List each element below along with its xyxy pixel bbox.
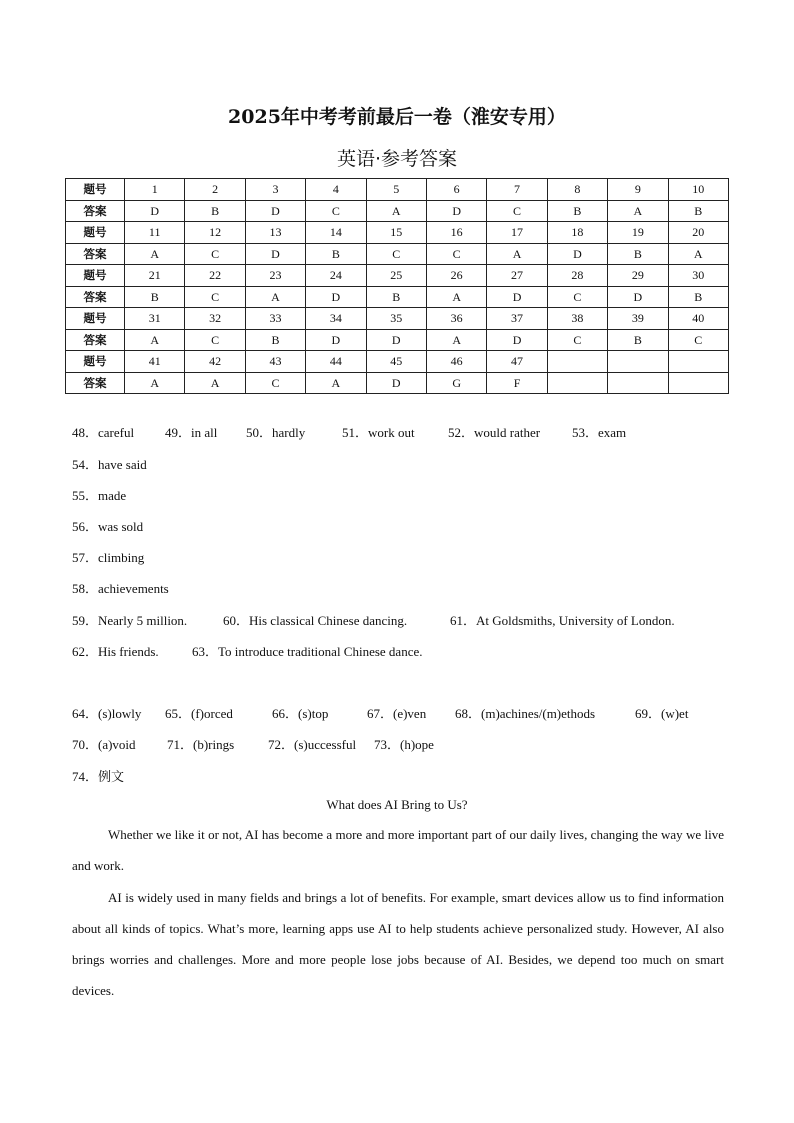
answer-cell: C	[306, 200, 366, 222]
answer-row-label: 答案	[66, 286, 125, 308]
answer-row-label: 答案	[66, 372, 125, 394]
answer-cell	[668, 372, 728, 394]
answer-cell: B	[366, 286, 426, 308]
answer-item: 48．careful	[72, 425, 135, 440]
answer-cell: D	[366, 329, 426, 351]
answer-cell: B	[245, 329, 305, 351]
question-number-cell: 43	[245, 351, 305, 373]
question-row	[66, 351, 729, 373]
question-number-cell: 2	[185, 179, 245, 201]
question-number-cell: 12	[185, 222, 245, 244]
question-row-label: 题号	[66, 222, 125, 244]
answer-cell: A	[125, 329, 185, 351]
question-number-cell: 37	[487, 308, 547, 330]
question-number-cell: 1	[125, 179, 185, 201]
answer-cell: B	[125, 286, 185, 308]
answer-item: 73．(h)ope	[374, 737, 434, 752]
answer-cell: C	[487, 200, 547, 222]
essay-title: What does AI Bring to Us?	[326, 797, 468, 812]
answer-item: 70．(a)void	[72, 737, 136, 752]
question-row	[66, 265, 729, 287]
answer-cell: C	[185, 329, 245, 351]
question-number-cell: 15	[366, 222, 426, 244]
answer-row	[66, 286, 729, 308]
answer-item: 51．work out	[342, 425, 415, 440]
answer-cell: B	[185, 200, 245, 222]
answer-item: 61．At Goldsmiths, University of London.	[450, 613, 675, 628]
answer-row-label: 答案	[66, 243, 125, 265]
answer-cell: C	[185, 243, 245, 265]
answer-row	[66, 200, 729, 222]
answer-cell: D	[487, 329, 547, 351]
answer-cell: C	[366, 243, 426, 265]
question-number-cell: 41	[125, 351, 185, 373]
question-number-cell: 22	[185, 265, 245, 287]
answer-cell: B	[306, 243, 366, 265]
answer-item: 60．His classical Chinese dancing.	[223, 613, 408, 628]
page-subtitle: 英语·参考答案	[336, 148, 458, 170]
answer-item: 62．His friends.	[72, 644, 159, 659]
essay-paragraph: Whether we like it or not, AI has become a more and more important part of our daily lives, changing the way we live and work.	[72, 827, 724, 873]
answer-item: 64．(s)lowly	[72, 706, 142, 721]
answer-item: 58．achievements	[72, 581, 169, 596]
question-number-cell: 3	[245, 179, 305, 201]
answer-cell: C	[668, 329, 728, 351]
question-number-cell: 36	[426, 308, 486, 330]
answer-cell: C	[547, 286, 607, 308]
question-number-cell: 38	[547, 308, 607, 330]
answer-cell: B	[668, 200, 728, 222]
question-number-cell: 26	[426, 265, 486, 287]
answer-cell: A	[608, 200, 668, 222]
answer-cell: D	[608, 286, 668, 308]
question-number-cell: 44	[306, 351, 366, 373]
question-number-cell: 23	[245, 265, 305, 287]
question-number-cell: 24	[306, 265, 366, 287]
answer-cell: D	[306, 329, 366, 351]
question-number-cell	[608, 351, 668, 373]
answer-item: 59．Nearly 5 million.	[72, 613, 188, 628]
question-number-cell: 19	[608, 222, 668, 244]
question-row	[66, 308, 729, 330]
answer-cell: D	[426, 200, 486, 222]
answer-cell: D	[125, 200, 185, 222]
question-number-cell: 25	[366, 265, 426, 287]
answer-cell: D	[245, 243, 305, 265]
answer-cell: A	[185, 372, 245, 394]
question-number-cell: 14	[306, 222, 366, 244]
question-number-cell: 29	[608, 265, 668, 287]
question-number-cell: 5	[366, 179, 426, 201]
question-row	[66, 222, 729, 244]
question-number-cell: 39	[608, 308, 668, 330]
answer-cell: A	[426, 329, 486, 351]
answer-cell: A	[426, 286, 486, 308]
question-number-cell: 16	[426, 222, 486, 244]
question-number-cell: 9	[608, 179, 668, 201]
answer-cell: F	[487, 372, 547, 394]
question-number-cell: 33	[245, 308, 305, 330]
answer-cell: C	[426, 243, 486, 265]
answer-row	[66, 329, 729, 351]
answer-item: 50．hardly	[246, 425, 306, 440]
answer-item: 72．(s)uccessful	[268, 737, 357, 752]
answer-item: 67．(e)ven	[367, 706, 427, 721]
question-number-cell: 7	[487, 179, 547, 201]
question-number-cell: 27	[487, 265, 547, 287]
answer-item: 57．climbing	[72, 550, 145, 565]
answer-cell: B	[668, 286, 728, 308]
answer-item: 69．(w)et	[635, 706, 689, 721]
answer-item: 53．exam	[572, 425, 627, 440]
question-number-cell: 34	[306, 308, 366, 330]
question-number-cell: 31	[125, 308, 185, 330]
question-number-cell: 18	[547, 222, 607, 244]
answer-cell: D	[366, 372, 426, 394]
question-number-cell: 35	[366, 308, 426, 330]
question-number-cell: 46	[426, 351, 486, 373]
answer-cell: C	[185, 286, 245, 308]
answer-item: 52．would rather	[448, 425, 541, 440]
question-number-cell: 30	[668, 265, 728, 287]
question-row	[66, 179, 729, 201]
question-row-label: 题号	[66, 265, 125, 287]
question-row-label: 题号	[66, 179, 125, 201]
question-row-label: 题号	[66, 351, 125, 373]
answer-cell: D	[245, 200, 305, 222]
question-number-cell	[668, 351, 728, 373]
answer-cell: B	[547, 200, 607, 222]
answer-cell: D	[547, 243, 607, 265]
answer-cell: A	[668, 243, 728, 265]
answer-table	[65, 178, 729, 394]
answer-cell: D	[487, 286, 547, 308]
answer-item: 49．in all	[165, 425, 218, 440]
answer-cell: A	[125, 372, 185, 394]
question-number-cell: 11	[125, 222, 185, 244]
answer-item: 54．have said	[72, 457, 147, 472]
question-number-cell: 45	[366, 351, 426, 373]
question-number-cell: 32	[185, 308, 245, 330]
answer-cell: A	[366, 200, 426, 222]
question-number-cell: 8	[547, 179, 607, 201]
question-number-cell: 21	[125, 265, 185, 287]
answer-cell	[608, 372, 668, 394]
answer-cell: C	[245, 372, 305, 394]
answer-cell: A	[245, 286, 305, 308]
answer-row-label: 答案	[66, 329, 125, 351]
question-row-label: 题号	[66, 308, 125, 330]
answer-item: 65．(f)orced	[165, 706, 233, 721]
answer-cell: A	[125, 243, 185, 265]
answer-cell	[547, 372, 607, 394]
question-number-cell: 28	[547, 265, 607, 287]
question-number-cell: 20	[668, 222, 728, 244]
answer-row	[66, 243, 729, 265]
question-number-cell: 42	[185, 351, 245, 373]
question-number-cell: 40	[668, 308, 728, 330]
answer-row-label: 答案	[66, 200, 125, 222]
question-number-cell: 17	[487, 222, 547, 244]
question-number-cell	[547, 351, 607, 373]
answer-cell: G	[426, 372, 486, 394]
question-number-cell: 4	[306, 179, 366, 201]
answer-cell: B	[608, 329, 668, 351]
page-title: 2025年中考考前最后一卷（淮安专用）	[228, 106, 566, 128]
answer-item: 74．例文	[72, 769, 125, 784]
question-number-cell: 10	[668, 179, 728, 201]
answer-row	[66, 372, 729, 394]
answer-item: 66．(s)top	[272, 706, 329, 721]
answer-item: 71．(b)rings	[167, 737, 235, 752]
answer-item: 68．(m)achines/(m)ethods	[455, 706, 596, 721]
essay-paragraph: AI is widely used in many fields and brings a lot of benefits. For example, smart devices allow us to find information about all kinds of topics. What’s more, learning apps use AI to help students achieve personalized study. However, AI also brings worries and challenges. More and more people lose jobs because of AI. Besides, we depend too much on smart devices.	[72, 890, 724, 998]
answer-item: 55．made	[72, 488, 127, 503]
answer-item: 63．To introduce traditional Chinese dance.	[192, 644, 423, 659]
question-number-cell: 6	[426, 179, 486, 201]
answer-cell: D	[306, 286, 366, 308]
answer-cell: A	[306, 372, 366, 394]
answer-cell: C	[547, 329, 607, 351]
question-number-cell: 13	[245, 222, 305, 244]
question-number-cell: 47	[487, 351, 547, 373]
answer-cell: B	[608, 243, 668, 265]
answer-cell: A	[487, 243, 547, 265]
answer-item: 56．was sold	[72, 519, 144, 534]
